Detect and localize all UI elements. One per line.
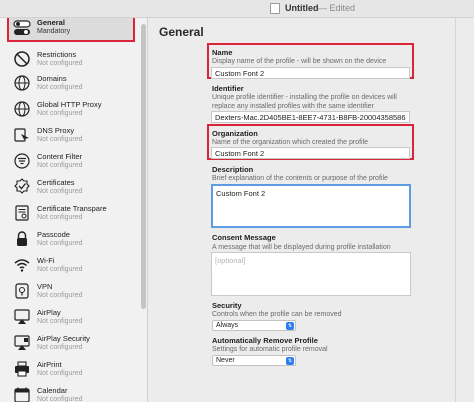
organization-label: Organization: [212, 129, 258, 138]
auto-remove-description: Settings for automatic profile removal: [212, 346, 328, 353]
title-bar: [0, 0, 474, 18]
security-description: Controls when the profile can be removed: [212, 311, 342, 318]
organization-description: Name of the organization which created the profile: [212, 139, 369, 146]
globe-icon: [13, 74, 31, 92]
sidebar-item-label: General: [37, 18, 65, 27]
scrollbar-thumb[interactable]: [141, 24, 146, 309]
document-icon: [270, 3, 280, 14]
name-description: Display name of the profile - will be shown on the device: [212, 58, 387, 65]
calendar-icon: [13, 386, 31, 402]
sidebar-item-label: Restrictions: [37, 50, 77, 59]
sidebar-item-status: Not configured: [37, 292, 83, 299]
sidebar-item-label: Content Filter: [37, 152, 83, 161]
sidebar-item-label: DNS Proxy: [37, 126, 75, 135]
sidebar-item-label: Passcode: [37, 230, 70, 239]
sidebar: [0, 18, 148, 402]
security-popup[interactable]: [212, 320, 296, 331]
identifier-description: Unique profile identifier - installing the profile on devices will replace any installed profiles with the same identifier: [212, 94, 397, 110]
sidebar-item-status: Not configured: [37, 318, 83, 325]
restrictions-icon: [13, 50, 31, 68]
printer-icon: [13, 360, 31, 378]
sidebar-item-status: Not configured: [37, 266, 83, 273]
consent-message-description: A message that will be displayed during profile installation: [212, 244, 391, 251]
sidebar-item-status: Not configured: [37, 396, 83, 402]
wifi-icon: [13, 256, 31, 274]
lock-icon: [13, 230, 31, 248]
sidebar-item-label: AirPlay Security: [37, 334, 90, 343]
description-textarea[interactable]: [211, 184, 411, 228]
window-edited-status: — Edited: [318, 3, 356, 13]
sidebar-item-status: Not configured: [37, 214, 83, 221]
page-title: General: [159, 25, 204, 39]
dns-proxy-icon: [13, 126, 31, 144]
sidebar-item-label: VPN: [37, 282, 53, 291]
sidebar-item-general[interactable]: [7, 18, 135, 42]
sidebar-item-label: Global HTTP Proxy: [37, 100, 102, 109]
organization-field[interactable]: [211, 147, 410, 159]
consent-message-label: Consent Message: [212, 233, 276, 242]
auto-remove-popup-value: Never: [216, 357, 235, 364]
auto-remove-popup[interactable]: [212, 355, 296, 366]
airplay-security-icon: [13, 334, 31, 352]
filter-icon: [13, 152, 31, 170]
identifier-field[interactable]: [211, 111, 410, 123]
main-panel: [149, 18, 474, 402]
chevron-updown-icon: ⇅: [287, 323, 293, 329]
sidebar-scrollbar[interactable]: [141, 24, 146, 402]
window-title: Untitled: [285, 3, 319, 13]
sidebar-item-status: Not configured: [37, 240, 83, 247]
identifier-label: Identifier: [212, 84, 244, 93]
divider: [455, 18, 456, 402]
sidebar-item-label: Certificates: [37, 178, 75, 187]
certificate-badge-icon: [13, 178, 31, 196]
sidebar-item-label: Calendar: [37, 386, 68, 395]
toggle-icon: [13, 19, 31, 37]
auto-remove-label: Automatically Remove Profile: [212, 336, 318, 345]
sidebar-item-label: Certificate Transpare: [37, 204, 107, 213]
sidebar-item-status: Not configured: [37, 110, 83, 117]
sidebar-item-label: AirPlay: [37, 308, 61, 317]
sidebar-item-label: Domains: [37, 74, 67, 83]
description-label: Description: [212, 165, 254, 174]
security-popup-value: Always: [216, 322, 239, 329]
sidebar-item-status: Not configured: [37, 60, 83, 67]
sidebar-item-calendar[interactable]: [0, 380, 140, 402]
globe-icon: [13, 100, 31, 118]
name-label: Name: [212, 48, 233, 57]
sidebar-item-status: Mandatory: [37, 28, 71, 35]
sidebar-item-status: Not configured: [37, 370, 83, 377]
description-description: Brief explanation of the contents or purpose of the profile: [212, 175, 388, 182]
consent-message-textarea[interactable]: [211, 252, 411, 296]
chevron-updown-icon: ⇅: [287, 358, 293, 364]
security-label: Security: [212, 301, 242, 310]
sidebar-item-label: Wi-Fi: [37, 256, 55, 265]
sidebar-item-status: Not configured: [37, 344, 83, 351]
sidebar-item-status: Not configured: [37, 162, 83, 169]
sidebar-item-status: Not configured: [37, 136, 83, 143]
airplay-icon: [13, 308, 31, 326]
sidebar-item-status: Not configured: [37, 188, 83, 195]
certificate-document-icon: [13, 204, 31, 222]
sidebar-item-label: AirPrint: [37, 360, 62, 369]
vpn-icon: [13, 282, 31, 300]
sidebar-item-status: Not configured: [37, 84, 83, 91]
name-field[interactable]: [211, 67, 410, 79]
